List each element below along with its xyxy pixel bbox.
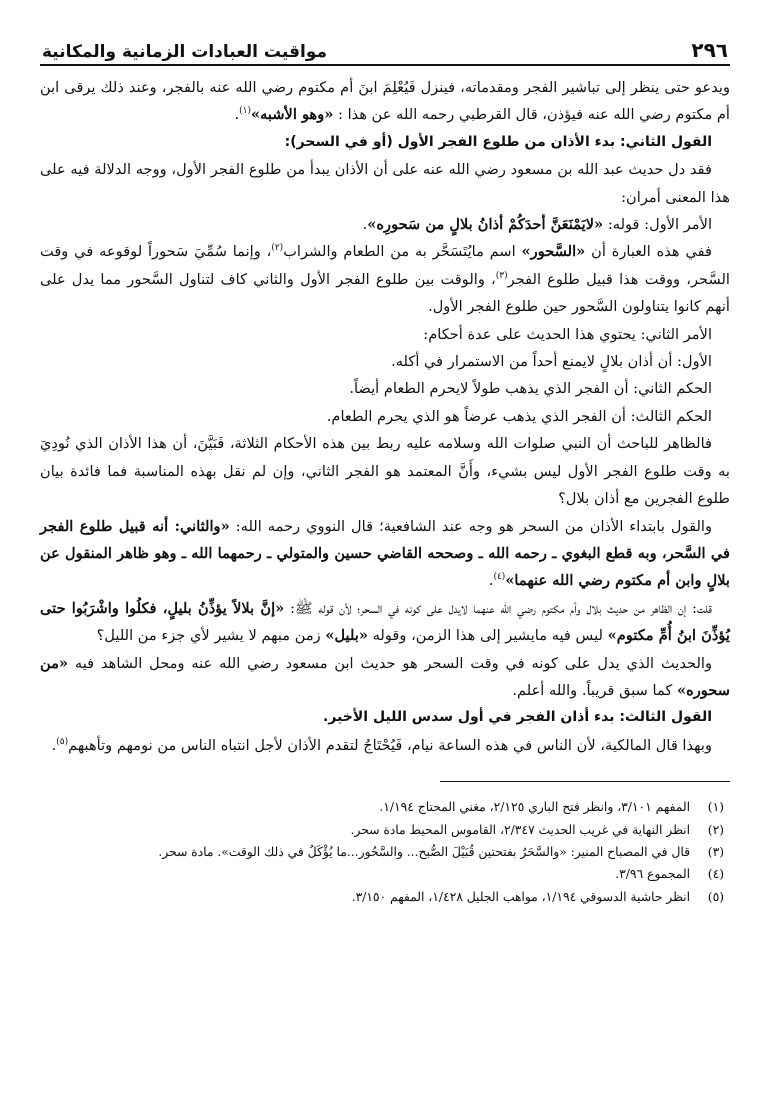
- footnote-number: (١): [707, 800, 724, 815]
- hadith-quote: «لايَمْنَعَنَّ أحدَكُمْ أذانُ بلالٍ من سَحورِه»: [367, 216, 604, 234]
- footnote-text: انظر النهاية في غريب الحديث ٢/٣٤٧، القاموس المحيط مادة سحر.: [350, 822, 690, 837]
- footnote-item: [40, 886, 730, 908]
- paragraph-4: ففي هذه العبارة أن «السَّحور» اسم مايُتَسَحَّر به من الطعام والشراب$^{(٢)}$، وإنما سُمِّيَ سَحوراً لوقوعه في وقت السَّحر، ووقت هذا قبيل طلوع الفجر$^{(٣)}$، والوقت بين طلوع الفجر الأول والثاني كاف لتناول السَّحور مما يدل على أنهم كانوا يتناولون السَّحور حين طلوع الفجر الأول.: [40, 243, 730, 316]
- footnotes: [40, 796, 730, 908]
- footnote-number: (٣): [707, 844, 724, 859]
- term-bold: «من سحوره»: [40, 654, 730, 699]
- footnote-divider: [440, 781, 730, 782]
- section-heading-second-opinion: القول الثاني: بدء الأذان من طلوع الفجر الأول (أو في السحر):: [284, 133, 712, 150]
- footnote-text: المفهم ٣/١٠١، وانظر فتح الباري ٢/١٢٥، مغني المحتاج ١/١٩٤.: [379, 800, 690, 815]
- page-number: ٢٩٦: [691, 38, 728, 62]
- footnote-ref: (١): [239, 106, 251, 117]
- body-text: [40, 74, 730, 759]
- nawawi-quote: «والثاني: أنه قبيل طلوع الفجر في السَّحر، وبه قطع البغوي ـ رحمه الله ـ وصححه القاضي حسين والمتولي ـ رحمهما الله ـ وهو ظاهر المنقول عن بلالٍ وابن أم مكتوم رضي الله عنهما»: [40, 517, 730, 590]
- footnote-text: قال في المصباح المنير: «والسَّحَرُ بفتحتين قُبَيْلَ الصُّبح... والسَّحُور...ما يُؤْكَلُ في ذلك الوقت». مادة سحر.: [158, 844, 690, 859]
- footnote-text: انظر حاشية الدسوقي ١/١٩٤، مواهب الجليل ١/٤٢٨، المفهم ٣/١٥٠.: [351, 889, 690, 904]
- footnote-number: (٥): [707, 889, 724, 904]
- footnote-text: المجموع ٣/٩٦.: [615, 867, 690, 882]
- paragraph-13: وبهذا قال المالكية، لأن الناس في هذه الساعة نيام، فَيُحْتَاجُ لتقدم الأذان لأجل انتباه الناس من نومهم وتأهبهم$^{(٥)}$.: [51, 736, 712, 754]
- footnote-ref: (٤): [493, 572, 506, 583]
- hadith-quote: «إنَّ بلالاً يؤذِّنُ بليلٍ، فكلُوا واشْرَبُوا حتى يُؤذِّنَ ابنُ أُمِّ مكتوم»: [40, 599, 730, 645]
- paragraph-8: الحكم الثالث: أن الفجر الذي يذهب عرضاً هو الذي يحرم الطعام.: [326, 407, 712, 425]
- footnote-number: (٤): [707, 867, 724, 882]
- footnote-item: [40, 841, 730, 863]
- paragraph-10: والقول بابتداء الأذان من السحر هو وجه عند الشافعية؛ قال النووي رحمه الله: «والثاني: أنه قبيل طلوع الفجر في السَّحر، وبه قطع البغوي ـ رحمه الله ـ وصححه القاضي حسين والمتولي ـ رحمهما الله ـ وهو ظاهر المنقول عن بلالٍ وابن أم مكتوم رضي الله عنهما»$^{(٤)}$.: [40, 517, 730, 590]
- paragraph-2: فقد دل حديث عبد الله بن مسعود رضي الله عنه على أن الأذان يبدأ من طلوع الفجر الأول، ووجه الدلالة فيه على هذا المعنى أمران:: [40, 161, 730, 206]
- footnote-ref: (٢): [271, 243, 284, 254]
- footnote-ref: (٣): [495, 270, 508, 281]
- term-bold: «السَّحور»: [521, 243, 586, 261]
- paragraph-12: والحديث الذي يدل على كونه في وقت السحر هو حديث ابن مسعود رضي الله عنه ومحل الشاهد فيه «من سحوره» كما سبق قريباً. والله أعلم.: [40, 654, 730, 699]
- paragraph-3: الأمر الأول: قوله: «لايَمْنَعَنَّ أحدَكُمْ أذانُ بلالٍ من سَحورِه».: [362, 216, 712, 234]
- paragraph-7: الحكم الثاني: أن الفجر الذي يذهب طولاً لايحرم الطعام أيضاً.: [349, 380, 712, 398]
- paragraph-9: فالظاهر للباحث أن النبي صلوات الله وسلامه عليه ربط بين هذه الأحكام الثلاثة، فَبَيَّنَ، أن هذا الأذان الذي نُودِيَ به وقت طلوع الفجر الأول ليس بشيء، وأَنَّ المعتمد هو الفجر الثاني، وإن لم نقل بهذه المناسبة فما فائدة بيان طلوع الفجرين مع أذان بلال؟: [40, 435, 730, 508]
- footnote-ref: (٥): [56, 736, 69, 747]
- paragraph-5: الأمر الثاني: يحتوي هذا الحديث على عدة أحكام:: [423, 325, 712, 343]
- footnote-item: [40, 819, 730, 841]
- footnote-number: (٢): [707, 822, 724, 837]
- paragraph-6: الأول: أن أذان بلالٍ لايمنع أحداً من الاستمرار في أكله.: [391, 353, 712, 371]
- term-bold: «بليل»: [325, 627, 368, 645]
- quote-bold: «وهو الأشبه»: [250, 106, 334, 124]
- footnote-item: [40, 863, 730, 885]
- running-title: مواقيت العبادات الزمانية والمكانية: [42, 42, 327, 62]
- page-header: [40, 28, 730, 66]
- paragraph-11: قلت: إن الظاهر من حديث بلال وأم مكتوم رضي الله عنهما لايدل على كونه في السحر؛ لأن قوله ﷺ: «إنَّ بلالاً يؤذِّنُ بليلٍ، فكلُوا واشْرَبُوا حتى يُؤذِّنَ ابنُ أُمِّ مكتوم» ليس فيه مايشير إلى هذا الزمن، وقوله «بليل» زمن مبهم لا يشير لأي جزء من الليل؟: [40, 599, 730, 645]
- paragraph-1: ويدعو حتى ينظر إلى تباشير الفجر ومقدماته، فينزل فَيُعْلِمَ ابنَ أم مكتوم رضي الله عنه بالفجر، وعند ذلك يرقى ابن أم مكتوم رضي الله عنه فيؤذن، قال القرطبي رحمه الله عن هذا : «وهو الأشبه»$^{(١)}$.: [40, 79, 730, 124]
- section-heading-third-opinion: القول الثالث: بدء أذان الفجر في أول سدس الليل الأخير.: [323, 709, 712, 726]
- footnote-item: [40, 796, 730, 818]
- book-page: [40, 28, 730, 1076]
